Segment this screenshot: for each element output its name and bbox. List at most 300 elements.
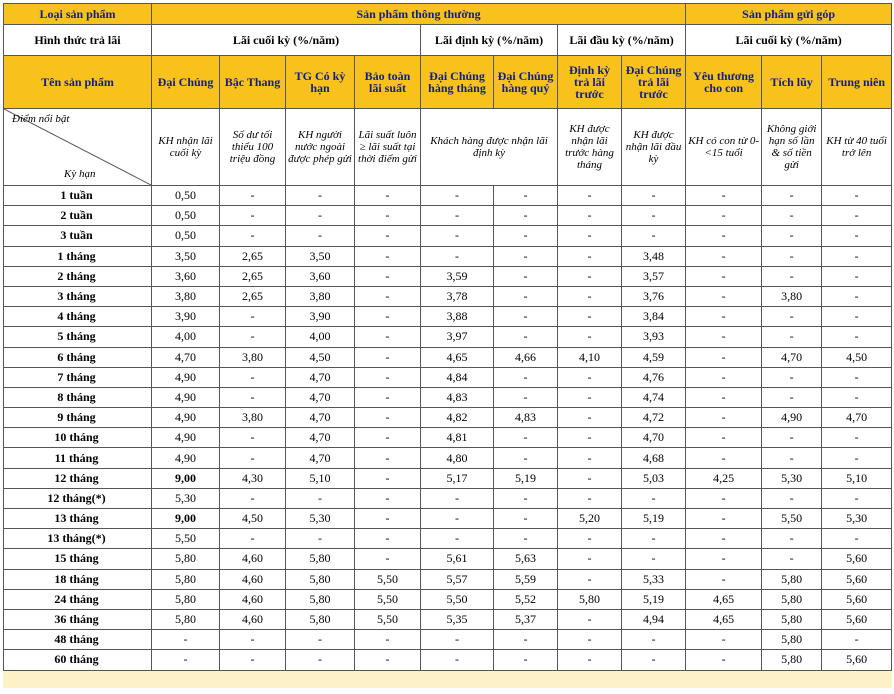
rate-cell: 3,60 xyxy=(286,266,355,286)
rate-cell: - xyxy=(421,488,494,508)
rate-cell: - xyxy=(822,206,892,226)
rate-cell: 4,25 xyxy=(686,468,762,488)
rate-cell: 4,50 xyxy=(822,347,892,367)
table-row xyxy=(4,307,892,327)
table-row xyxy=(4,650,892,670)
rate-cell: 3,84 xyxy=(622,307,686,327)
rate-cell: - xyxy=(686,408,762,428)
rate-cell: - xyxy=(494,226,558,246)
rate-cell: 5,37 xyxy=(494,609,558,629)
rate-cell: - xyxy=(220,529,286,549)
rate-cell: 4,70 xyxy=(622,428,686,448)
rate-cell: - xyxy=(558,448,622,468)
rate-cell: - xyxy=(494,630,558,650)
rate-cell: - xyxy=(494,246,558,266)
rate-cell: - xyxy=(355,367,421,387)
rate-cell: - xyxy=(822,630,892,650)
header-highlight-term xyxy=(4,109,152,186)
rate-cell: - xyxy=(822,186,892,206)
term-cell: 48 tháng xyxy=(4,630,152,650)
rate-cell: - xyxy=(355,630,421,650)
rate-cell: 4,94 xyxy=(622,609,686,629)
rate-cell: - xyxy=(762,246,822,266)
rate-cell: - xyxy=(421,206,494,226)
rate-cell: 5,80 xyxy=(152,609,220,629)
rate-cell: - xyxy=(286,529,355,549)
rate-cell: - xyxy=(558,387,622,407)
term-cell: 8 tháng xyxy=(4,387,152,407)
rate-cell: - xyxy=(558,206,622,226)
rate-cell: - xyxy=(558,226,622,246)
rate-cell: - xyxy=(558,609,622,629)
term-cell: 12 tháng xyxy=(4,468,152,488)
rate-cell: - xyxy=(622,206,686,226)
rate-cell: 3,80 xyxy=(286,286,355,306)
rate-cell: 2,65 xyxy=(220,286,286,306)
rate-cell: 3,90 xyxy=(286,307,355,327)
term-label: Kỳ hạn xyxy=(64,168,96,180)
rate-cell: - xyxy=(494,286,558,306)
table-row xyxy=(4,266,892,286)
rate-cell: 5,03 xyxy=(622,468,686,488)
product-highlight: Khách hàng được nhận lãi định kỳ xyxy=(421,109,558,186)
rate-cell: - xyxy=(355,206,421,226)
rate-cell: - xyxy=(355,246,421,266)
rate-cell: - xyxy=(822,428,892,448)
table-row xyxy=(4,186,892,206)
rate-cell: - xyxy=(762,428,822,448)
rate-cell: 3,80 xyxy=(220,408,286,428)
term-cell: 7 tháng xyxy=(4,367,152,387)
rate-cell: - xyxy=(421,630,494,650)
term-cell: 18 tháng xyxy=(4,569,152,589)
rate-cell: - xyxy=(686,650,762,670)
table-row xyxy=(4,609,892,629)
rate-cell: 5,35 xyxy=(421,609,494,629)
table-row xyxy=(4,428,892,448)
rate-cell: - xyxy=(558,529,622,549)
product-name: Đại Chúng hàng tháng xyxy=(421,56,494,109)
rate-cell: - xyxy=(558,408,622,428)
rate-cell: 5,80 xyxy=(762,589,822,609)
rate-cell: - xyxy=(355,408,421,428)
rate-cell: 4,70 xyxy=(762,347,822,367)
rate-cell: - xyxy=(686,549,762,569)
rate-cell: 2,65 xyxy=(220,246,286,266)
rate-cell: - xyxy=(622,186,686,206)
rate-cell: - xyxy=(152,630,220,650)
table-row xyxy=(4,630,892,650)
rate-cell: 4,76 xyxy=(622,367,686,387)
table-row xyxy=(4,529,892,549)
rate-cell: 5,50 xyxy=(152,529,220,549)
rate-cell: 3,80 xyxy=(220,347,286,367)
rate-cell: - xyxy=(494,428,558,448)
rate-cell: 5,30 xyxy=(286,509,355,529)
rate-cell: 0,50 xyxy=(152,206,220,226)
rate-cell: 5,80 xyxy=(762,569,822,589)
term-cell: 10 tháng xyxy=(4,428,152,448)
rate-cell: - xyxy=(494,307,558,327)
rate-cell: 5,20 xyxy=(558,509,622,529)
rate-cell: - xyxy=(822,327,892,347)
term-cell: 1 tuần xyxy=(4,186,152,206)
rate-cell: 5,80 xyxy=(286,569,355,589)
rate-cell: - xyxy=(286,206,355,226)
rate-cell: 5,80 xyxy=(152,589,220,609)
rate-cell: 5,60 xyxy=(822,589,892,609)
rate-cell: 5,50 xyxy=(355,589,421,609)
rate-cell: 4,90 xyxy=(152,428,220,448)
table-row xyxy=(4,286,892,306)
rate-cell: 4,81 xyxy=(421,428,494,448)
rate-cell: 5,30 xyxy=(822,509,892,529)
rate-cell: - xyxy=(822,246,892,266)
product-highlight: KH nhận lãi cuối kỳ xyxy=(152,109,220,186)
rate-cell: 4,74 xyxy=(622,387,686,407)
rate-cell: 5,80 xyxy=(286,609,355,629)
rate-cell: - xyxy=(686,286,762,306)
rate-cell: - xyxy=(558,569,622,589)
rate-cell: - xyxy=(686,488,762,508)
rate-cell: - xyxy=(622,226,686,246)
rate-cell: - xyxy=(220,650,286,670)
rate-cell: 4,59 xyxy=(622,347,686,367)
rate-cell: 4,83 xyxy=(494,408,558,428)
rate-cell: 2,65 xyxy=(220,266,286,286)
rate-cell: - xyxy=(152,650,220,670)
rate-cell: 4,60 xyxy=(220,609,286,629)
rate-cell: - xyxy=(686,428,762,448)
rate-cell: - xyxy=(355,286,421,306)
rate-cell: - xyxy=(822,367,892,387)
rate-cell: 3,57 xyxy=(622,266,686,286)
rate-cell: - xyxy=(686,387,762,407)
table-row xyxy=(4,549,892,569)
rate-cell: - xyxy=(558,246,622,266)
header-product-type: Loại sản phẩm xyxy=(4,4,152,25)
rate-cell: 4,60 xyxy=(220,569,286,589)
rate-cell: - xyxy=(494,650,558,670)
table-row xyxy=(4,468,892,488)
rate-cell: 4,65 xyxy=(421,347,494,367)
rate-cell: - xyxy=(686,569,762,589)
term-cell: 13 tháng xyxy=(4,509,152,529)
term-cell: 60 tháng xyxy=(4,650,152,670)
product-name: Đại Chúng xyxy=(152,56,220,109)
product-name: Định kỳ trả lãi trước xyxy=(558,56,622,109)
rate-cell: - xyxy=(421,529,494,549)
rate-cell: - xyxy=(686,307,762,327)
rate-cell: - xyxy=(355,428,421,448)
rate-cell: 4,60 xyxy=(220,549,286,569)
rate-cell: - xyxy=(622,488,686,508)
rate-cell: 5,80 xyxy=(762,650,822,670)
rate-cell: 4,65 xyxy=(686,589,762,609)
rate-cell: 4,90 xyxy=(152,408,220,428)
rate-cell: - xyxy=(220,448,286,468)
term-cell: 2 tháng xyxy=(4,266,152,286)
rate-cell: 5,19 xyxy=(622,509,686,529)
table-row xyxy=(4,327,892,347)
rate-cell: 4,70 xyxy=(286,367,355,387)
rate-cell: 9,00 xyxy=(152,468,220,488)
product-name: Tích lũy xyxy=(762,56,822,109)
rate-cell: - xyxy=(686,266,762,286)
rate-cell: - xyxy=(558,186,622,206)
rate-cell: 5,50 xyxy=(355,569,421,589)
product-highlight: Lãi suất luôn ≥ lãi suất tại thời điểm gửi xyxy=(355,109,421,186)
rate-cell: - xyxy=(822,307,892,327)
rate-cell: - xyxy=(220,367,286,387)
rate-cell: 4,65 xyxy=(686,609,762,629)
rate-cell: - xyxy=(355,266,421,286)
rate-cell: - xyxy=(558,286,622,306)
rate-cell: 5,50 xyxy=(762,509,822,529)
rate-cell: - xyxy=(494,367,558,387)
rate-cell: - xyxy=(494,488,558,508)
table-row xyxy=(4,569,892,589)
rate-cell: 4,70 xyxy=(152,347,220,367)
rate-cell: - xyxy=(558,650,622,670)
rate-cell: - xyxy=(762,307,822,327)
rate-cell: 5,80 xyxy=(762,630,822,650)
rate-cell: - xyxy=(421,650,494,670)
rate-cell: 3,97 xyxy=(421,327,494,347)
rate-cell: 4,68 xyxy=(622,448,686,468)
rate-cell: - xyxy=(558,327,622,347)
term-cell: 12 tháng(*) xyxy=(4,488,152,508)
rate-cell: 5,19 xyxy=(494,468,558,488)
rate-cell: 4,72 xyxy=(622,408,686,428)
rate-cell: 4,30 xyxy=(220,468,286,488)
rate-cell: - xyxy=(494,509,558,529)
rate-cell: 5,60 xyxy=(822,609,892,629)
rate-cell: - xyxy=(355,448,421,468)
rate-cell: - xyxy=(558,488,622,508)
rate-cell: 0,50 xyxy=(152,226,220,246)
rate-cell: 5,60 xyxy=(822,569,892,589)
product-highlight: KH được nhận lãi đầu kỳ xyxy=(622,109,686,186)
table-row xyxy=(4,226,892,246)
rate-cell: - xyxy=(355,387,421,407)
rate-cell: 3,88 xyxy=(421,307,494,327)
rate-cell: 5,80 xyxy=(762,609,822,629)
table-row xyxy=(4,488,892,508)
rate-cell: 4,90 xyxy=(152,387,220,407)
term-cell: 5 tháng xyxy=(4,327,152,347)
rate-cell: - xyxy=(822,448,892,468)
table-row xyxy=(4,589,892,609)
rate-cell: 3,50 xyxy=(152,246,220,266)
rate-cell: 5,63 xyxy=(494,549,558,569)
rate-cell: - xyxy=(220,307,286,327)
term-cell: 24 tháng xyxy=(4,589,152,609)
table-row xyxy=(4,387,892,407)
rate-cell: 4,84 xyxy=(421,367,494,387)
rate-cell: - xyxy=(762,448,822,468)
rate-cell: 3,78 xyxy=(421,286,494,306)
rate-cell: - xyxy=(286,650,355,670)
rate-cell: - xyxy=(762,206,822,226)
table-row xyxy=(4,206,892,226)
rate-cell: - xyxy=(558,630,622,650)
rate-cell: - xyxy=(355,186,421,206)
rate-cell: - xyxy=(762,266,822,286)
rate-cell: 5,33 xyxy=(622,569,686,589)
product-highlight: Số dư tối thiểu 100 triệu đồng xyxy=(220,109,286,186)
term-cell: 9 tháng xyxy=(4,408,152,428)
rate-cell: 5,17 xyxy=(421,468,494,488)
term-cell: 3 tuần xyxy=(4,226,152,246)
header-upfront: Lãi đầu kỳ (%/năm) xyxy=(558,25,686,56)
rate-cell: - xyxy=(355,650,421,670)
rate-cell: - xyxy=(220,488,286,508)
table-row xyxy=(4,367,892,387)
header-end-of-term-installment: Lãi cuối kỳ (%/năm) xyxy=(686,25,892,56)
rate-cell: - xyxy=(286,488,355,508)
product-name: Đại Chúng hàng quý xyxy=(494,56,558,109)
rate-cell: 5,80 xyxy=(152,549,220,569)
rate-cell: - xyxy=(421,226,494,246)
product-name: Bậc Thang xyxy=(220,56,286,109)
rate-cell: 4,82 xyxy=(421,408,494,428)
product-name: Đại Chúng trả lãi trước xyxy=(622,56,686,109)
product-highlight: KH có con từ 0-<15 tuổi xyxy=(686,109,762,186)
table-row xyxy=(4,246,892,266)
rate-cell: - xyxy=(421,246,494,266)
rate-cell: 4,50 xyxy=(220,509,286,529)
rate-cell: - xyxy=(622,549,686,569)
rate-cell: - xyxy=(822,226,892,246)
rate-cell: 4,80 xyxy=(421,448,494,468)
term-cell: 6 tháng xyxy=(4,347,152,367)
rate-cell: - xyxy=(686,327,762,347)
rate-cell: 5,61 xyxy=(421,549,494,569)
rate-cell: - xyxy=(686,246,762,266)
highlight-label: Điểm nổi bật xyxy=(12,113,70,125)
rate-cell: - xyxy=(762,529,822,549)
rate-cell: 5,30 xyxy=(762,468,822,488)
rate-cell: - xyxy=(622,650,686,670)
rate-cell: - xyxy=(558,468,622,488)
rate-cell: 9,00 xyxy=(152,509,220,529)
rate-cell: - xyxy=(220,387,286,407)
rate-cell: - xyxy=(220,186,286,206)
footer-strip xyxy=(4,670,892,687)
rate-cell: - xyxy=(686,529,762,549)
header-end-of-term: Lãi cuối kỳ (%/năm) xyxy=(152,25,421,56)
rate-cell: - xyxy=(494,448,558,468)
term-cell: 15 tháng xyxy=(4,549,152,569)
rate-cell: 5,60 xyxy=(822,650,892,670)
rate-cell: 5,80 xyxy=(286,589,355,609)
rate-cell: 5,80 xyxy=(286,549,355,569)
rate-cell: - xyxy=(686,206,762,226)
header-product-name: Tên sản phẩm xyxy=(4,56,152,109)
rate-cell: 3,76 xyxy=(622,286,686,306)
rate-cell: - xyxy=(494,387,558,407)
rate-cell: 3,80 xyxy=(762,286,822,306)
rate-cell: - xyxy=(355,468,421,488)
rate-cell: - xyxy=(762,488,822,508)
rate-cell: - xyxy=(286,226,355,246)
rate-cell: 4,66 xyxy=(494,347,558,367)
rate-cell: - xyxy=(686,367,762,387)
table-row xyxy=(4,347,892,367)
rate-cell: 4,00 xyxy=(286,327,355,347)
rate-cell: 3,50 xyxy=(286,246,355,266)
rate-cell: 4,50 xyxy=(286,347,355,367)
table-row xyxy=(4,509,892,529)
rate-cell: - xyxy=(686,509,762,529)
table-row xyxy=(4,408,892,428)
term-cell: 3 tháng xyxy=(4,286,152,306)
rate-cell: - xyxy=(494,266,558,286)
term-cell: 11 tháng xyxy=(4,448,152,468)
rate-cell: 4,70 xyxy=(822,408,892,428)
rate-cell: 5,50 xyxy=(421,589,494,609)
rate-cell: 4,70 xyxy=(286,428,355,448)
rate-cell: - xyxy=(355,549,421,569)
rate-cell: 4,90 xyxy=(152,367,220,387)
rate-cell: - xyxy=(762,327,822,347)
term-cell: 1 tháng xyxy=(4,246,152,266)
rate-cell: 5,10 xyxy=(822,468,892,488)
rate-cell: - xyxy=(558,307,622,327)
rate-cell: 3,80 xyxy=(152,286,220,306)
rate-cell: - xyxy=(286,186,355,206)
rate-cell: - xyxy=(421,509,494,529)
rate-cell: - xyxy=(494,529,558,549)
rate-cell: 3,93 xyxy=(622,327,686,347)
term-cell: 36 tháng xyxy=(4,609,152,629)
table-row xyxy=(4,448,892,468)
rate-cell: 4,70 xyxy=(286,448,355,468)
rate-cell: - xyxy=(686,186,762,206)
rate-cell: 5,50 xyxy=(355,609,421,629)
rate-cell: - xyxy=(355,327,421,347)
rate-cell: 4,70 xyxy=(286,408,355,428)
product-name: TG Có kỳ hạn xyxy=(286,56,355,109)
rate-cell: - xyxy=(355,488,421,508)
header-payment-method: Hình thức trả lãi xyxy=(4,25,152,56)
rate-cell: - xyxy=(622,630,686,650)
rate-cell: - xyxy=(355,509,421,529)
term-cell: 4 tháng xyxy=(4,307,152,327)
product-highlight: Không giới hạn số lần & số tiền gửi xyxy=(762,109,822,186)
rate-cell: 0,50 xyxy=(152,186,220,206)
rate-cell: - xyxy=(494,186,558,206)
rate-cell: - xyxy=(558,549,622,569)
rate-cell: - xyxy=(494,327,558,347)
rate-cell: - xyxy=(822,286,892,306)
interest-rate-table xyxy=(3,3,892,688)
rate-cell: 5,80 xyxy=(558,589,622,609)
rate-cell: 4,10 xyxy=(558,347,622,367)
rate-cell: - xyxy=(822,387,892,407)
rate-cell: 3,48 xyxy=(622,246,686,266)
rate-cell: 5,59 xyxy=(494,569,558,589)
rate-cell: - xyxy=(286,630,355,650)
rate-cell: - xyxy=(762,387,822,407)
rate-cell: - xyxy=(822,529,892,549)
rate-cell: - xyxy=(686,630,762,650)
rate-cell: - xyxy=(220,327,286,347)
rate-cell: - xyxy=(220,226,286,246)
rate-cell: - xyxy=(558,367,622,387)
rate-cell: - xyxy=(355,226,421,246)
